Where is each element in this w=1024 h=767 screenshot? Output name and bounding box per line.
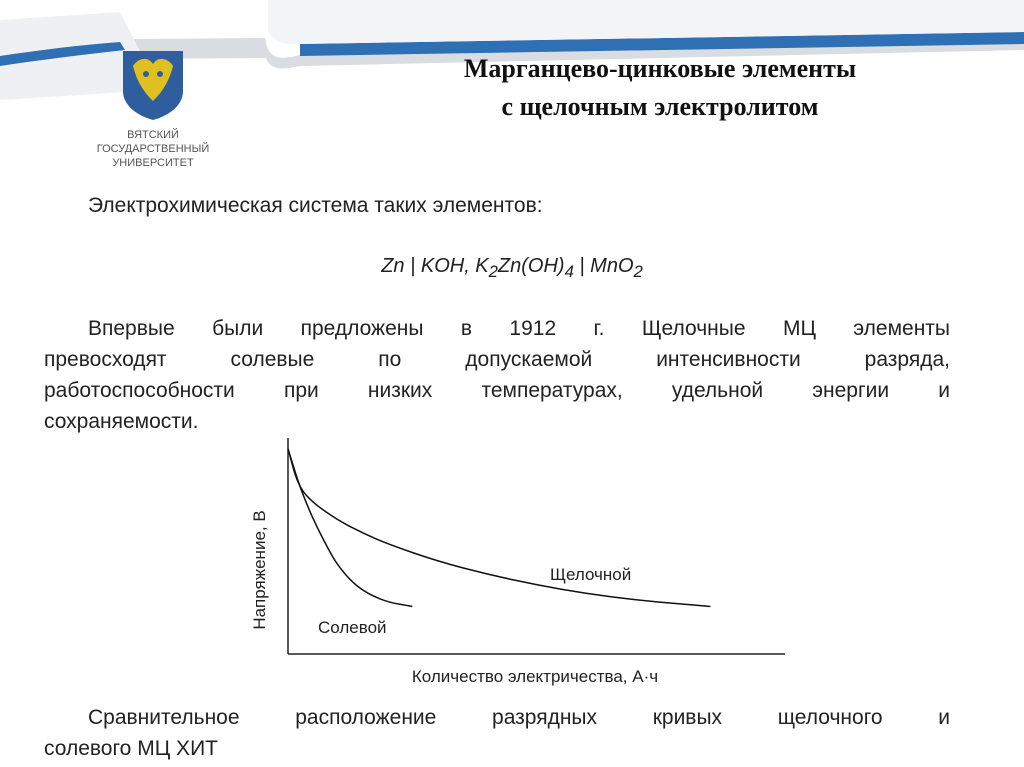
- series-line-saline: [288, 449, 412, 607]
- university-name-line1: ВЯТСКИЙ: [127, 129, 179, 141]
- formula-part-b: Zn(OH): [497, 255, 565, 277]
- slide-title-line2: с щелочным электролитом: [501, 92, 819, 121]
- series-label-saline: Солевой: [318, 618, 387, 637]
- series-label-alkaline: Щелочной: [550, 565, 632, 584]
- caption-line2: солевого МЦ ХИТ: [44, 737, 218, 760]
- x-axis-label: Количество электричества, А·ч: [411, 667, 659, 686]
- series-line-alkaline: [288, 449, 710, 607]
- slide-title-line1: Марганцево-цинковые элементы: [463, 54, 857, 83]
- paragraph-line2: превосходят солевые по допускаемой интенсивности разряда,: [44, 348, 950, 371]
- formula-part-c: | MnO: [573, 255, 634, 277]
- university-logo: [88, 46, 228, 176]
- formula-sub-c: 2: [633, 262, 643, 281]
- caption-line1: Сравнительное расположение разрядных кривых щелочного и: [88, 706, 950, 729]
- formula-sub-a: 2: [488, 262, 498, 281]
- paragraph-line3: работоспособности при низких температурах, удельной энергии и: [44, 379, 950, 402]
- y-axis-label: Напряжение, В: [250, 510, 269, 630]
- university-name-line3: УНИВЕРСИТЕТ: [112, 157, 194, 169]
- discharge-curves-chart: [230, 430, 790, 700]
- intro-text: Электрохимическая система таких элементов:: [88, 194, 543, 217]
- electrochemical-formula: [0, 255, 1024, 282]
- paragraph-line1: Впервые были предложены в 1912 г. Щелочные МЦ элементы: [88, 317, 950, 340]
- formula-part-a: Zn | KOH, K: [381, 255, 489, 277]
- owl-crest-icon: [123, 51, 183, 120]
- paragraph-line4: сохраняемости.: [44, 410, 199, 433]
- university-name-line2: ГОСУДАРСТВЕННЫЙ: [96, 143, 210, 155]
- formula-sub-b: 4: [564, 262, 574, 281]
